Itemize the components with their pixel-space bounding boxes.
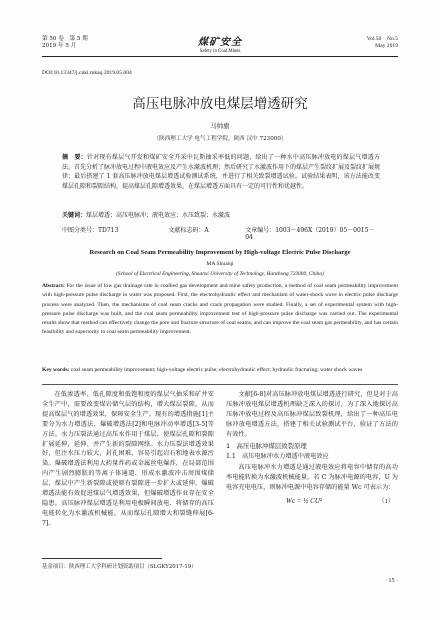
abstract-cn [62, 153, 380, 191]
funding-footnote: 基金项目：陕西理工大学科研计划资助项目（SLGKY2017-19） [42, 564, 197, 570]
section-heading: 1 高压电脉冲煤层致裂原理 [226, 441, 307, 450]
body-column-left [42, 390, 214, 529]
journal-name-en: Safety in Coal Mines [199, 49, 241, 54]
body-column-right [226, 390, 398, 511]
keywords-en [42, 366, 398, 375]
page-number: · 15 · [385, 578, 398, 584]
abstract-en [42, 282, 398, 338]
body-paragraph: 文献[6-8]对高压脉冲放电煤层增透进行研究，但是对于高压脉冲放电煤层增透机理缺乏深入的探讨。为了深入地探讨高压脉冲放电过程及高压脉冲煤层致裂机理，给出了一种高压电脉冲放电增透方法，搭建了相关试验测试平台，验证了方法的有效性。 [226, 391, 398, 438]
equation-number: （1） [378, 498, 394, 506]
volume-en: Vol.50 No.5 [366, 36, 398, 42]
doi: DOI:10.13347/j.cnki.mkaq.2019.05.004 [42, 70, 132, 76]
subsection-heading: 1.1 高压电脉冲水力增透中液电效应 [226, 453, 329, 461]
abstract-en-label: Abstract: [42, 283, 65, 289]
header-right [367, 36, 398, 50]
body-paragraph: 高压电脉冲水力增透是通过液电效应将电容中储存的高功率电能转换为水激波机械能量。若 C 为脉冲电源的电容，U 为电容充电电压，则脉冲电源中电容存储的能量 Wc 可表示为： [226, 464, 398, 492]
equation-expression: Wc = ½ CU² [286, 497, 322, 506]
footnote-rule [42, 558, 162, 559]
date-en: May 2019 [375, 43, 398, 50]
article-number: 文章编号：1003－496X（2019）05－0015－04 [245, 227, 375, 241]
affiliation-en: (School of Electrical Engineering, Shaanxi University of Technology, Hanzhong 723000, China) [116, 271, 324, 277]
doc-code: 文献标志码：A [168, 227, 209, 234]
journal-logo [150, 33, 290, 54]
author-en: MA Shuaiqi [206, 261, 234, 267]
volume-cn: 第 50 卷 第 5 期 [42, 36, 88, 42]
title-en: Research on Coal Seam Permeability Improvement by High-voltage Electric Pulse Discharge [89, 249, 351, 256]
abstract-en-text: For the issue of low gas drainage rate in coalbed gas development and mine safety production, a method of coal seam permeability improvement with high-pressure pulse discharge in water was proposed. First, the electrohydraulic effect and mechanism of water-shock wave in electric pulse discharge process were analyzed. Then, the mechanisms of coal seam cracks and crack propagation were studied. Finally, a set of experimental system with high-pressure pulse discharge was built, and the coal seam permeability improvement test of high-pressure pulse discharge was carried out. The experimental results show that method can effectively change the pore and fracture structure of coal seams, and can improve the coal seam gas permeability, and has certain feasibility and superiority in coal seam permeability improvement. [42, 283, 398, 336]
classification-row [62, 225, 380, 241]
section-divider [42, 384, 398, 385]
keywords-cn-label: 关键词： [62, 212, 87, 219]
equation [226, 495, 398, 509]
article-title: 高压电脉冲放电煤层增透研究 [132, 96, 308, 112]
header-rule [42, 56, 398, 57]
page-header [0, 0, 440, 58]
clc-number: 中图分类号：TD713 [62, 227, 119, 234]
keywords-cn-text: 煤层增透；高压电脉冲；液电效应；水压致裂；水激波 [86, 212, 231, 219]
abstract-cn-label: 摘 要： [62, 154, 87, 161]
keywords-cn [62, 211, 380, 221]
affiliation: （陕西理工大学 电气工程学院，陕西 汉中 723000） [153, 136, 287, 142]
author: 马帅旗 [210, 123, 230, 130]
date-cn: 2019 年 5 月 [42, 43, 77, 50]
journal-name-cn: 煤矿安全 [198, 37, 242, 48]
keywords-en-label: Key words: [42, 367, 70, 373]
header-left [42, 36, 88, 50]
keywords-en-text: coal seam permeability improvement; high-voltage electric pulse; electrohydraulic effect; hydraulic fracturing; water shock waves [70, 367, 363, 373]
body-paragraph: 在低渗透率、低孔隙度和低饱和度的煤层气抽采和矿井安全生产中，需要改变煤岩储气层的结构，增大煤层裂隙，从而提高煤层气的增透效果，保障安全生产。现有的增透措施[1]主要分为水力增透法、爆破增透法[2]和电脉冲动率增透[3-5]等方法。水力压裂法通过高压水作用于煤层，使煤层孔隙和裂隙扩展延伸，延伸、并产生新的裂隙网络。水力压裂法增透效果好，但注水压力较大，封孔困难，容易引起岩石和地表水源污染。爆破增透法利用大药量炸药或金属丝电爆炸，在局部范围内产生剧烈膨胀的等离子体通道，形成水激波冲击周围煤储层，煤层中产生新裂隙或使原有裂隙进一步扩大或延伸。爆破增透法能有效促进煤层气增透效果，但爆破增透作业存在安全隐患。高压脉冲煤层增透是利用电极瞬间放电，将储存的高压电能转化为水激波机械能，从而煤层孔隙增大和裂缝伸展[6-7]。 [42, 391, 214, 527]
abstract-cn-text: 针对现有煤层气开发和煤矿安全开采中瓦斯抽采率低的问题，给出了一种水中高压脉冲放电的煤层气增透方法。首先分析了脉冲放电过程中液电效应及产生水激波机理；然后研究了水激波作用下的煤层产生裂纹扩展及裂纹扩展规律；最后搭建了 1 套高压脉冲放电煤层增透试验测试系统，并进行了相关致裂增透试验。试验结果表明，该方法能改变煤层孔隙和裂隙结构，提高煤层孔隙增透效果，在煤层增透方面具有一定的可行性和优越性。 [62, 154, 381, 190]
